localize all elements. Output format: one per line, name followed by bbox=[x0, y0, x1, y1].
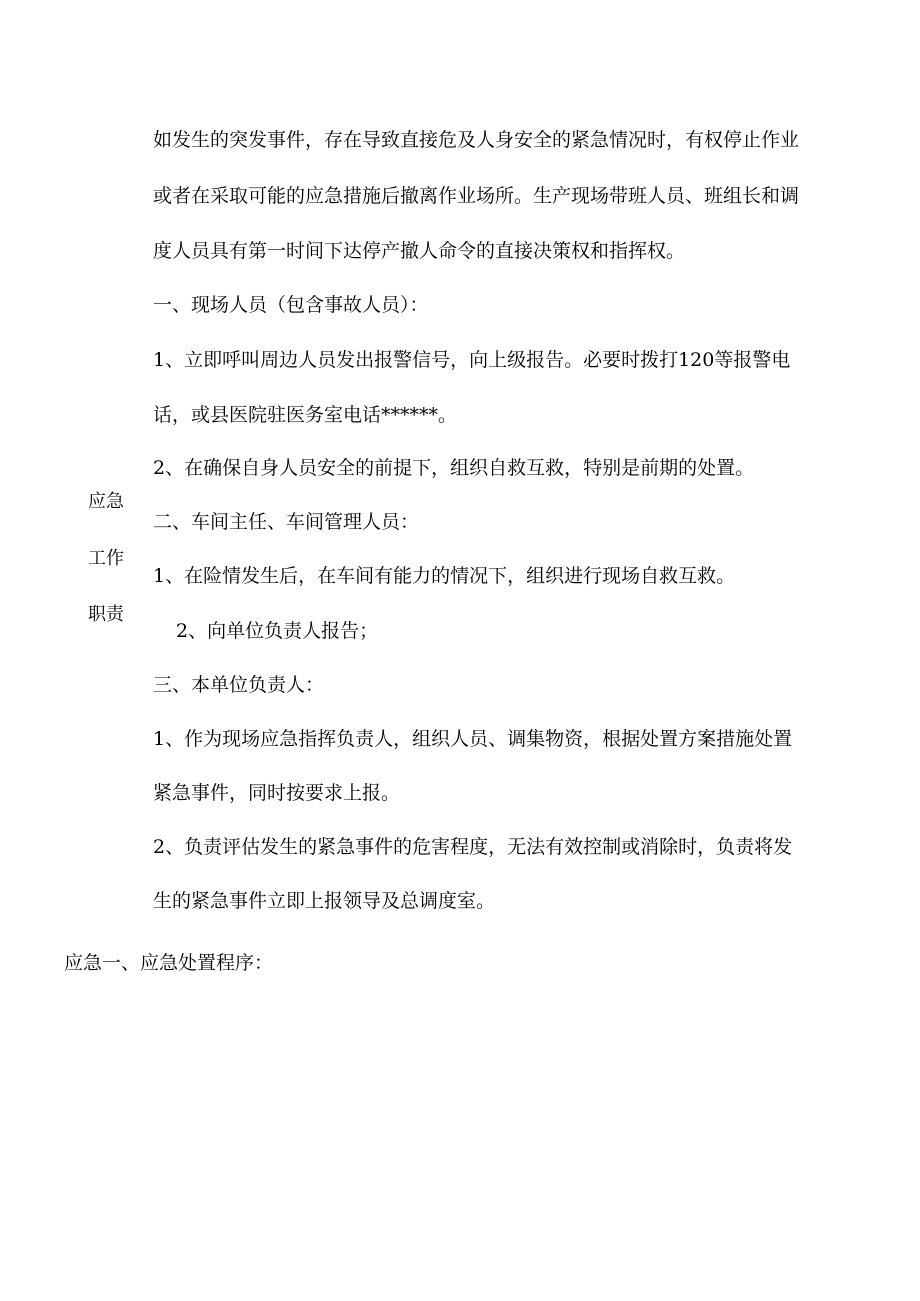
side-label-part2: 工作 bbox=[88, 548, 124, 569]
section2-item2: 2、向单位负责人报告； bbox=[176, 620, 379, 642]
section3-item1-line1: 1、作为现场应急指挥负责人，组织人员、调集物资，根据处置方案措施处置 bbox=[153, 728, 793, 750]
intro-line-3: 度人员具有第一时间下达停产撤人命令的直接决策权和指挥权。 bbox=[153, 240, 686, 262]
section1-heading: 一、现场人员（包含事故人员）： bbox=[153, 294, 429, 316]
section3-heading: 三、本单位负责人： bbox=[153, 674, 325, 696]
section1-item1-line2: 话，或县医院驻医务室电话******。 bbox=[153, 404, 458, 426]
side-label-part1: 应急 bbox=[88, 491, 124, 512]
section2-heading: 二、车间主任、车间管理人员： bbox=[153, 511, 420, 533]
intro-line-1: 如发生的突发事件，存在导致直接危及人身安全的紧急情况时，有权停止作业 bbox=[153, 129, 800, 151]
section3-item2-line2: 生的紧急事件立即上报领导及总调度室。 bbox=[153, 890, 496, 912]
section3-item2-line1: 2、负责评估发生的紧急事件的危害程度，无法有效控制或消除时，负责将发 bbox=[153, 836, 793, 858]
intro-line-2: 或者在采取可能的应急措施后撤离作业场所。生产现场带班人员、班组长和调 bbox=[153, 185, 800, 207]
section2-item1: 1、在险情发生后，在车间有能力的情况下，组织进行现场自救互救。 bbox=[153, 565, 736, 587]
section1-item2: 2、在确保自身人员安全的前提下，组织自救互救，特别是前期的处置。 bbox=[153, 457, 755, 479]
section1-item1-line1: 1、立即呼叫周边人员发出报警信号，向上级报告。必要时拨打120等报警电 bbox=[153, 349, 791, 371]
emergency-procedure-heading: 应急一、应急处置程序： bbox=[64, 952, 274, 974]
section3-item1-line2: 紧急事件，同时按要求上报。 bbox=[153, 782, 401, 804]
side-label-part3: 职责 bbox=[88, 604, 124, 625]
